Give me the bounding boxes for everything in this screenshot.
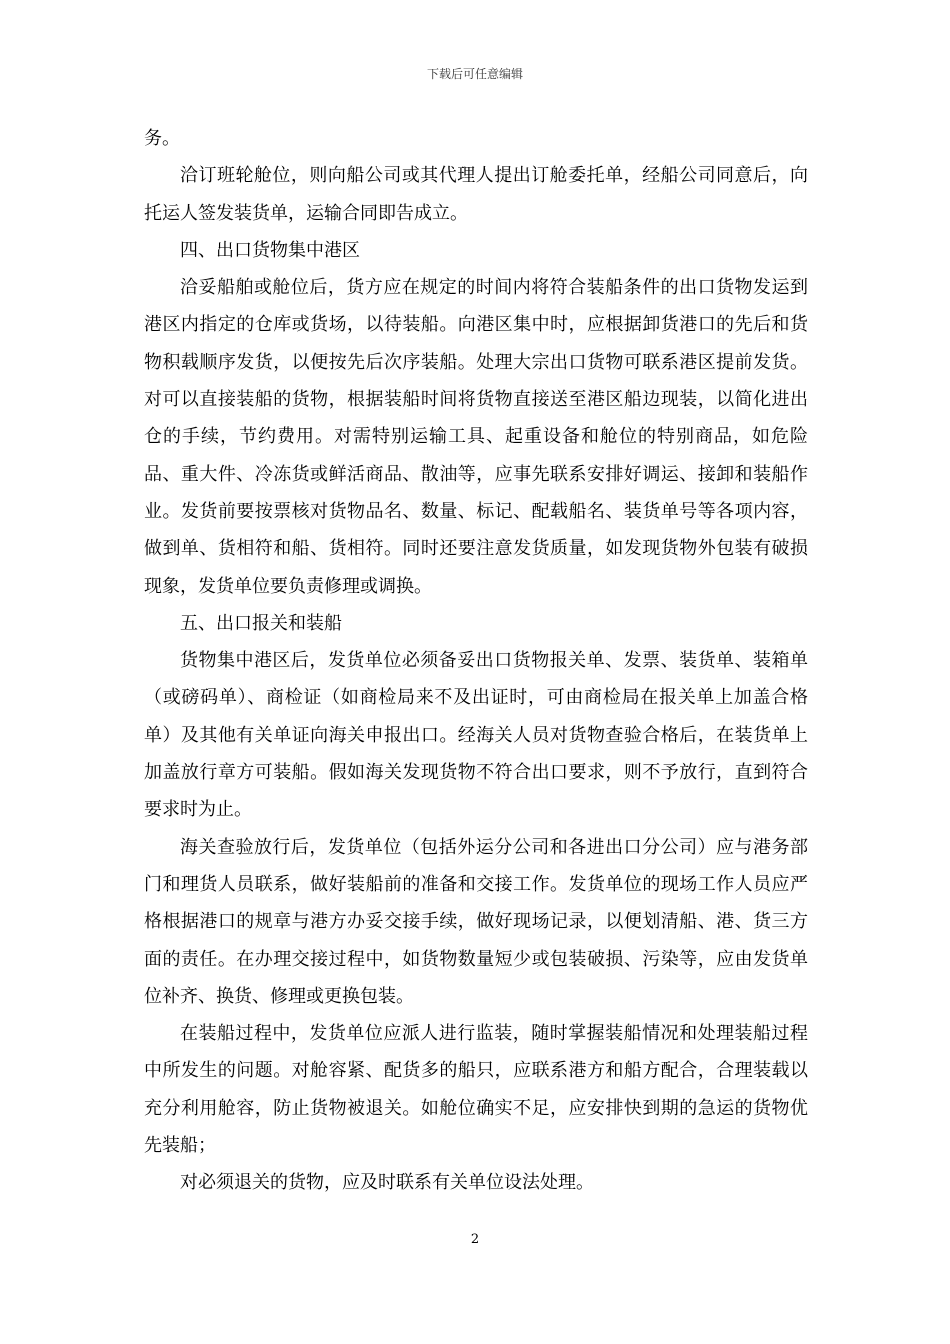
paragraph-2: 洽订班轮舱位，则向船公司或其代理人提出订舱委托单，经船公司同意后，向托运人签发装货单，运输合同即告成立。	[144, 165, 808, 224]
paragraph-5: 海关查验放行后，发货单位（包括外运分公司和各进出口分公司）应与港务部门和理货人员联系，做好装船前的准备和交接工作。发货单位的现场工作人员应严格根据港口的规章与港方办妥交接手续，做好现场记录，以便划清船、港、货三方面的责任。在办理交接过程中，如货物数量短少或包装破损、污染等，应由发货单位补齐、换货、修理或更换包装。	[144, 836, 808, 1007]
section-heading-4: 四、出口货物集中港区	[180, 239, 360, 261]
paragraph-3: 洽妥船舶或舱位后，货方应在规定的时间内将符合装船条件的出口货物发运到港区内指定的仓库或货场，以待装船。向港区集中时，应根据卸货港口的先后和货物积载顺序发货，以便按先后次序装船。处理大宗出口货物可联系港区提前发货。对可以直接装船的货物，根据装船时间将货物直接送至港区船边现装，以简化进出仓的手续，节约费用。对需特别运输工具、起重设备和舱位的特别商品，如危险品、重大件、冷冻货或鲜活商品、散油等，应事先联系安排好调运、接卸和装船作业。发货前要按票核对货物品名、数量、标记、配载船名、装货单号等各项内容，做到单、货相符和船、货相符。同时还要注意发货质量，如发现货物外包装有破损现象，发货单位要负责修理或调换。	[144, 277, 808, 597]
page-number: 2	[470, 1232, 480, 1247]
paragraph-6: 在装船过程中，发货单位应派人进行监装，随时掌握装船情况和处理装船过程中所发生的问题。对舱容紧、配货多的船只，应联系港方和船方配合，合理装载以充分利用舱容，防止货物被退关。如舱位确实不足，应安排快到期的急运的货物优先装船；	[144, 1023, 808, 1157]
section-heading-5: 五、出口报关和装船	[180, 612, 342, 634]
paragraph-7: 对必须退关的货物，应及时联系有关单位设法处理。	[180, 1172, 594, 1194]
paragraph-4: 货物集中港区后，发货单位必须备妥出口货物报关单、发票、装货单、装箱单（或磅码单）、商检证（如商检局来不及出证时，可由商检局在报关单上加盖合格单）及其他有关单证向海关申报出口。经海关人员对货物查验合格后，在装货单上加盖放行章方可装船。假如海关发现货物不符合出口要求，则不予放行，直到符合要求时为止。	[144, 650, 808, 821]
paragraph-1: 务。	[144, 128, 180, 149]
page-header: 下载后可任意编辑	[426, 67, 523, 81]
document-body	[144, 120, 808, 1202]
